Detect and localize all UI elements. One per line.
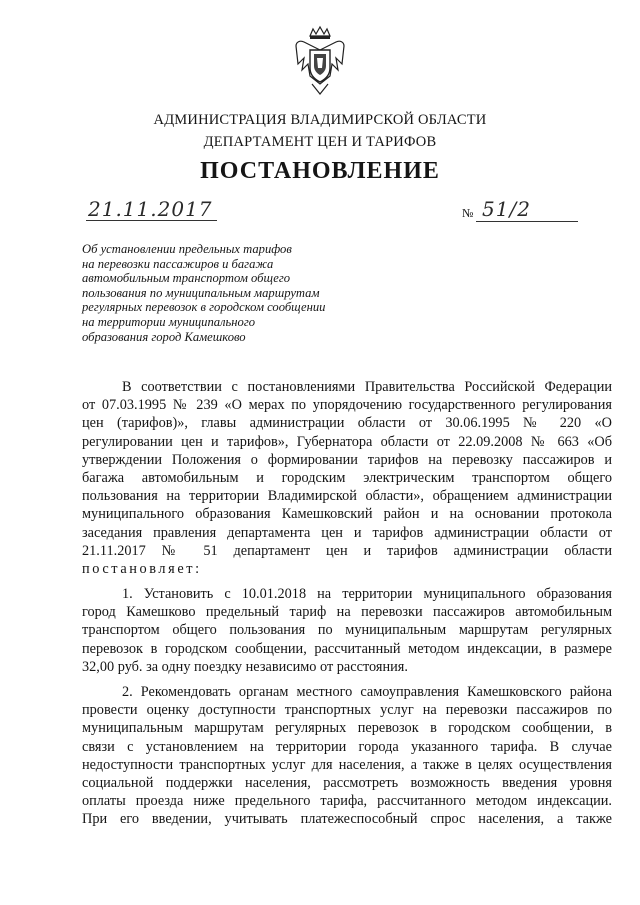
document-subject [82, 242, 372, 344]
subject-line: Об установлении предельных тарифов [82, 242, 292, 256]
body-line: заседания правления департамента цен и тарифов администрации области от [82, 524, 612, 541]
body-line: перевозок в городском сообщении, рассчитанный методом индексации, в размере [82, 640, 612, 657]
document-number-value: 51/2 [482, 197, 531, 221]
body-line: муниципального образования Камешковский район и на основании протокола [82, 506, 612, 523]
subject-line: на перевозки пассажиров и багажа [82, 256, 274, 271]
body-line: оплаты проезда ниже предельного тарифа, рассчитанного методом индексации. [82, 793, 612, 810]
item-2-paragraph [82, 683, 612, 829]
subject-line: образования город Камешково [82, 329, 246, 344]
body-line: социальной поддержки населения, рассмотреть возможность введения уровня [82, 774, 612, 791]
body-line: утверждении Положения о формировании тарифов на перевозку пассажиров и [82, 451, 612, 468]
body-line: транспортом общего пользования по муниципальным маршрутам регулярных [82, 622, 612, 639]
subject-line: регулярных перевозок в городском сообщении [82, 300, 326, 315]
body-line: багажа автомобильным и городским электрическим транспортом общего [82, 469, 612, 486]
body-line: город Камешково предельный тариф на перевозки пассажиров автомобильным [82, 604, 612, 621]
body-line: пользования на территории Владимирской области», обращением администрации [82, 488, 612, 505]
body-line: 2. Рекомендовать органам местного самоуправления Камешковского района [122, 684, 612, 700]
number-underline [476, 221, 578, 222]
document-number [462, 197, 578, 222]
document-date: 21.11.2017 [86, 198, 217, 221]
body-line: регулировании цен и тарифов», Губернатора области от 22.09.2008 № 663 «Об [82, 433, 612, 450]
body-line: 21.11.2017 № 51 департамент цен и тарифов администрации области [82, 542, 612, 559]
body-line: провести оценку доступности транспортных услуг на перевозки пассажиров по [82, 702, 612, 719]
body-line: 1. Установить с 10.01.2018 на территории муниципального образования [122, 586, 612, 603]
body-line: 32,00 руб. за одну поездку независимо от расстояния. [82, 658, 408, 675]
body-line: недоступности транспортных услуг для населения, а также в целях осуществления [82, 756, 612, 773]
department-name: ДЕПАРТАМЕНТ ЦЕН И ТАРИФОВ [203, 134, 437, 150]
subject-line: автомобильным транспортом общего [82, 271, 291, 286]
coat-of-arms-emblem [288, 24, 352, 98]
preamble-paragraph [82, 378, 612, 578]
body-line: связи с установлением на территории города указанного тарифа. В случае [82, 738, 612, 755]
number-sign: № [462, 206, 474, 220]
item-1-paragraph [82, 585, 612, 676]
organization-name: АДМИНИСТРАЦИЯ ВЛАДИМИРСКОЙ ОБЛАСТИ [153, 112, 487, 128]
body-line: При его введении, учитывать платежеспособный спрос населения, а также [82, 811, 612, 828]
body-line: В соответствии с постановлениями Правительства Российской Федерации [122, 379, 612, 395]
subject-line: на территории муниципального [82, 314, 256, 329]
body-line: цен (тарифов)», главы администрации области от 30.06.1995 № 220 «О [82, 415, 612, 432]
subject-line: пользования по муниципальным маршрутам [82, 285, 320, 300]
resolves-word: постановляет: [82, 560, 202, 577]
document-title: ПОСТАНОВЛЕНИЕ [200, 158, 440, 184]
body-line: муниципальным маршрутам регулярных перевозок в городском сообщении, в [82, 720, 612, 737]
document-body [82, 378, 612, 829]
body-line: от 07.03.1995 № 239 «О мерах по упорядочению государственного регулирования [82, 397, 612, 414]
